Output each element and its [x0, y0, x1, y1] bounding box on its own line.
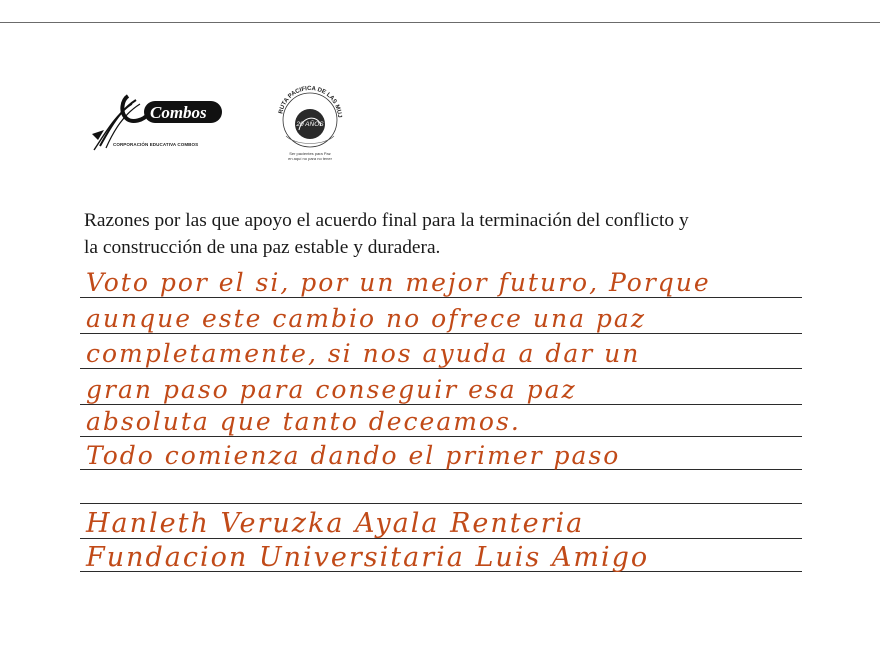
ruta-pacifica-logo	[272, 84, 348, 164]
ruta-caption	[272, 151, 348, 161]
prompt-line-2: la construcción de una paz estable y duradera.	[84, 237, 441, 258]
ruta-arc-text: RUTA PACIFICA DE LAS MUJ	[278, 85, 343, 118]
ruta-seal	[272, 84, 348, 150]
ruled-line	[80, 503, 802, 504]
combos-wordmark: Combos	[150, 103, 207, 122]
combos-emblem	[88, 88, 238, 158]
handwritten-line: absoluta que tanto deceamos.	[86, 407, 521, 436]
ruta-badge: 20 AÑOS	[296, 121, 324, 128]
signature-name: Hanleth Veruzka Ayala Renteria	[86, 508, 585, 539]
ruta-caption-line2: en aquí no para no tener	[288, 156, 332, 161]
combos-caption: CORPORACIÓN EDUCATIVA COMBOS	[113, 142, 199, 147]
handwritten-line: aunque este cambio no ofrece una paz	[86, 304, 647, 333]
handwritten-line: completamente, si nos ayuda a dar un	[86, 339, 641, 368]
combos-logo	[88, 88, 238, 158]
prompt-line-1: Razones por las que apoyo el acuerdo final para la terminación del conflicto y	[84, 210, 689, 231]
top-border	[0, 22, 880, 23]
ruta-caption-line1: Ser pacientes para Paz	[289, 151, 331, 156]
printed-prompt	[84, 207, 814, 261]
handwritten-line: Voto por el si, por un mejor futuro, Porque	[86, 268, 711, 297]
signature-institution: Fundacion Universitaria Luis Amigo	[86, 542, 650, 573]
handwritten-line: gran paso para conseguir esa paz	[86, 375, 577, 404]
handwritten-line: Todo comienza dando el primer paso	[86, 441, 621, 470]
